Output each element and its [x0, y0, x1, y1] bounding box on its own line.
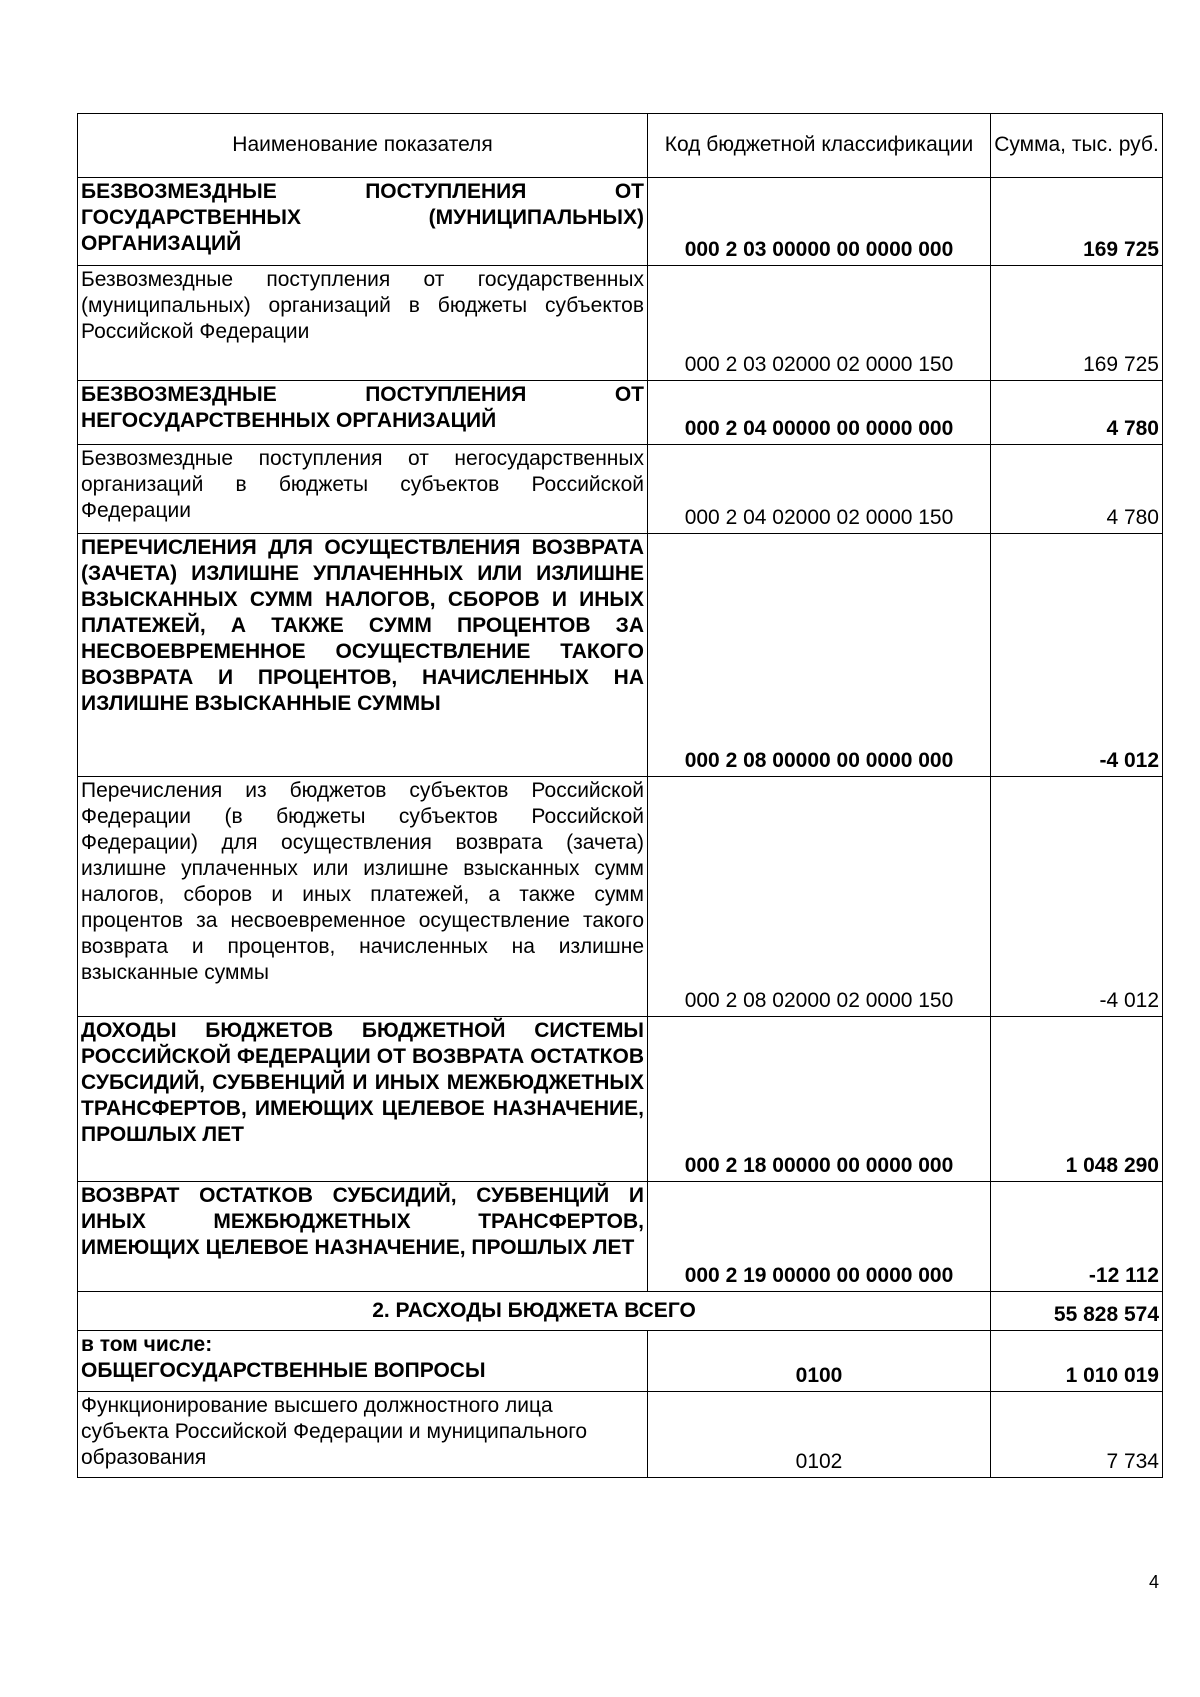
row-sum: -4 012 [991, 777, 1163, 1017]
general-code: 0100 [648, 1331, 991, 1392]
row-code: 0102 [648, 1392, 991, 1478]
table-row [78, 1017, 1163, 1182]
row-name: Безвозмездные поступления от государственных (муниципальных) организаций в бюджеты субъектов Российской Федерации [78, 266, 648, 381]
row-name: Перечисления из бюджетов субъектов Российской Федерации (в бюджеты субъектов Российской Федерации) для осуществления возврата (зачета) излишне уплаченных или излишне взысканных сумм налогов, сборов и иных платежей, а также сумм процентов за несвоевременное осуществление такого возврата и процентов, начисленных на излишне взысканные суммы [78, 777, 648, 1017]
row-name: ДОХОДЫ БЮДЖЕТОВ БЮДЖЕТНОЙ СИСТЕМЫ РОССИЙСКОЙ ФЕДЕРАЦИИ ОТ ВОЗВРАТА ОСТАТКОВ СУБСИДИЙ, СУБВЕНЦИЙ И ИНЫХ МЕЖБЮДЖЕТНЫХ ТРАНСФЕРТОВ, ИМЕЮЩИХ ЦЕЛЕВОЕ НАЗНАЧЕНИЕ, ПРОШЛЫХ ЛЕТ [78, 1017, 648, 1182]
row-code: 000 2 18 00000 00 0000 000 [648, 1017, 991, 1182]
row-name: БЕЗВОЗМЕЗДНЫЕ ПОСТУПЛЕНИЯ ОТ НЕГОСУДАРСТВЕННЫХ ОРГАНИЗАЦИЙ [78, 381, 648, 445]
table-row [78, 178, 1163, 266]
row-code: 000 2 19 00000 00 0000 000 [648, 1182, 991, 1292]
row-sum: 4 780 [991, 381, 1163, 445]
row-sum: 169 725 [991, 266, 1163, 381]
table-row [78, 381, 1163, 445]
header-code: Код бюджетной классификации [648, 114, 991, 178]
expenses-total-title: 2. РАСХОДЫ БЮДЖЕТА ВСЕГО [78, 1292, 991, 1331]
row-sum: 7 734 [991, 1392, 1163, 1478]
header-sum: Сумма, тыс. руб. [991, 114, 1163, 178]
row-name: ВОЗВРАТ ОСТАТКОВ СУБСИДИЙ, СУБВЕНЦИЙ И ИНЫХ МЕЖБЮДЖЕТНЫХ ТРАНСФЕРТОВ, ИМЕЮЩИХ ЦЕЛЕВОЕ НАЗНАЧЕНИЕ, ПРОШЛЫХ ЛЕТ [78, 1182, 648, 1292]
row-sum: 4 780 [991, 445, 1163, 534]
table-row [78, 445, 1163, 534]
row-code: 000 2 08 02000 02 0000 150 [648, 777, 991, 1017]
table-row [78, 534, 1163, 777]
row-code: 000 2 08 00000 00 0000 000 [648, 534, 991, 777]
row-sum: 1 048 290 [991, 1017, 1163, 1182]
expenses-total-row [78, 1292, 1163, 1331]
row-code: 000 2 03 00000 00 0000 000 [648, 178, 991, 266]
table-row [78, 777, 1163, 1017]
general-questions-name-cell [78, 1331, 648, 1392]
row-code: 000 2 04 00000 00 0000 000 [648, 381, 991, 445]
general-sum: 1 010 019 [991, 1331, 1163, 1392]
row-sum: 169 725 [991, 178, 1163, 266]
general-questions-row [78, 1331, 1163, 1392]
header-name: Наименование показателя [78, 114, 648, 178]
table-row [78, 1182, 1163, 1292]
row-sum: -12 112 [991, 1182, 1163, 1292]
general-prefix: в том числе: [81, 1333, 213, 1356]
table-header-row [78, 114, 1163, 178]
row-name: БЕЗВОЗМЕЗДНЫЕ ПОСТУПЛЕНИЯ ОТ ГОСУДАРСТВЕННЫХ (МУНИЦИПАЛЬНЫХ) ОРГАНИЗАЦИЙ [78, 178, 648, 266]
budget-table [77, 113, 1163, 1478]
row-name: ПЕРЕЧИСЛЕНИЯ ДЛЯ ОСУЩЕСТВЛЕНИЯ ВОЗВРАТА (ЗАЧЕТА) ИЗЛИШНЕ УПЛАЧЕННЫХ ИЛИ ИЗЛИШНЕ ВЗЫСКАННЫХ СУММ НАЛОГОВ, СБОРОВ И ИНЫХ ПЛАТЕЖЕЙ, А ТАКЖЕ СУММ ПРОЦЕНТОВ ЗА НЕСВОЕВРЕМЕННОЕ ОСУЩЕСТВЛЕНИЕ ТАКОГО ВОЗВРАТА И ПРОЦЕНТОВ, НАЧИСЛЕННЫХ НА ИЗЛИШНЕ ВЗЫСКАННЫЕ СУММЫ [78, 534, 648, 777]
row-name: Безвозмездные поступления от негосударственных организаций в бюджеты субъектов Российской Федерации [78, 445, 648, 534]
row-code: 000 2 04 02000 02 0000 150 [648, 445, 991, 534]
row-sum: -4 012 [991, 534, 1163, 777]
expenses-total-sum: 55 828 574 [991, 1292, 1163, 1331]
row-name: Функционирование высшего должностного лица субъекта Российской Федерации и муниципального образования [78, 1392, 648, 1478]
row-code: 000 2 03 02000 02 0000 150 [648, 266, 991, 381]
table-row [78, 266, 1163, 381]
general-name: ОБЩЕГОСУДАРСТВЕННЫЕ ВОПРОСЫ [81, 1359, 486, 1382]
table-row [78, 1392, 1163, 1478]
page-number: 4 [1148, 1572, 1159, 1592]
